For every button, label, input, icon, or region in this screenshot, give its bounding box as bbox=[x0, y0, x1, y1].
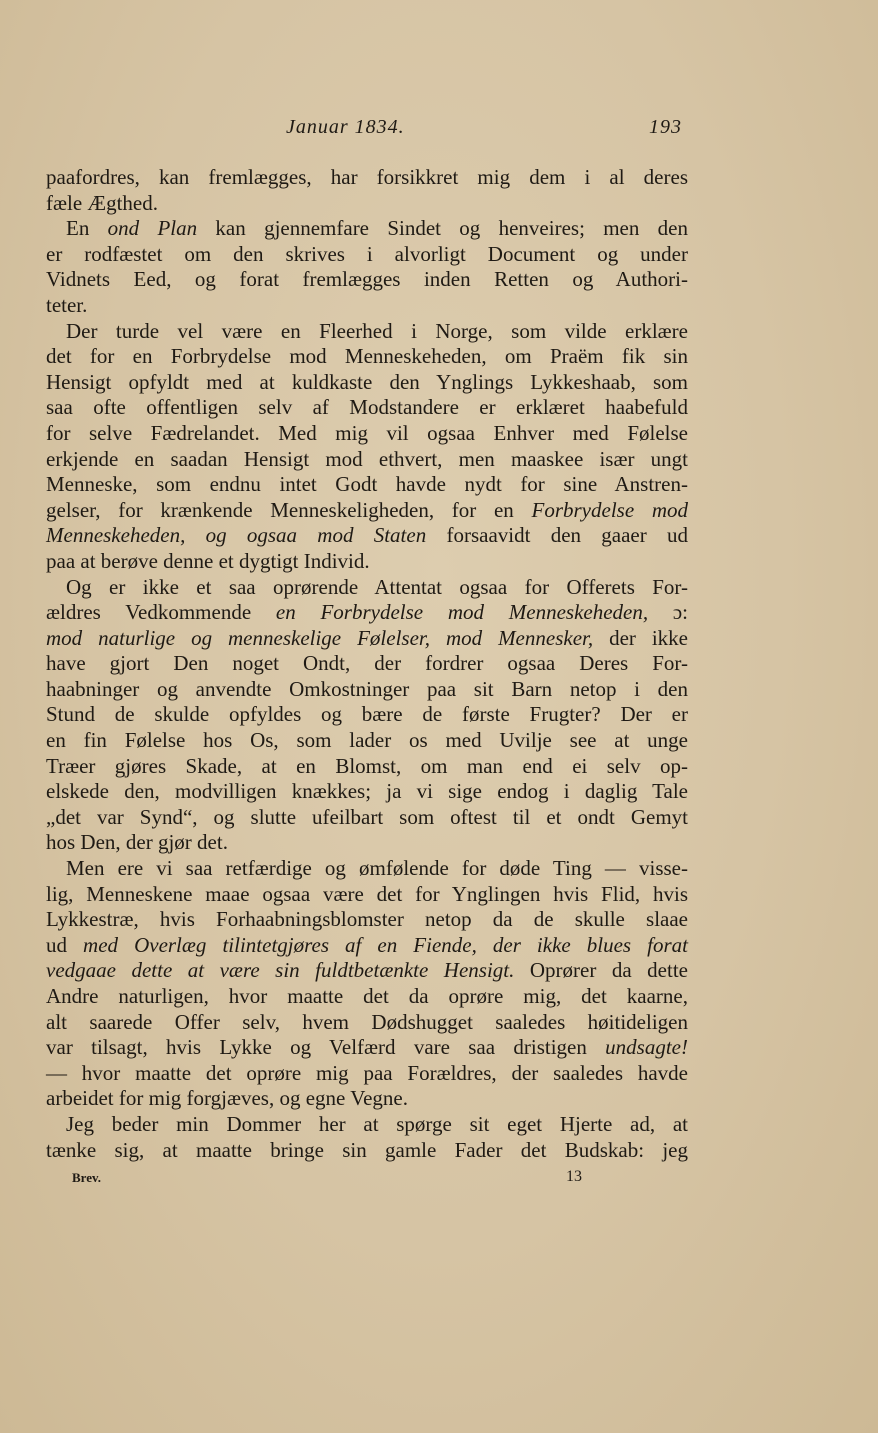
text-run: var tilsagt, hvis Lykke og Velfærd vare saa dristigen bbox=[46, 1035, 606, 1060]
page-number: 193 bbox=[649, 116, 682, 138]
emphasis: en Forbrydelse mod Menneskeheden, bbox=[275, 600, 649, 625]
text-run: ɔ: bbox=[648, 600, 689, 625]
text-line: en fin Følelse hos Os, som lader os med Uvilje see at unge bbox=[46, 728, 688, 753]
text-line: Men ere vi saa retfærdige og ømfølende for døde Ting — visse- bbox=[66, 856, 688, 881]
running-head: Januar 1834. bbox=[286, 116, 405, 138]
paragraph-4 bbox=[46, 575, 688, 857]
text-line bbox=[46, 216, 688, 242]
text-line: arbeidet for mig forgjæves, og egne Vegne. bbox=[46, 1086, 408, 1111]
text-line: Vidnets Eed, og forat fremlægges inden Retten og Authori- bbox=[46, 267, 688, 292]
text-line: det for en Forbrydelse mod Menneskeheden, om Praëm fik sin bbox=[46, 344, 688, 369]
page-header bbox=[46, 116, 688, 146]
emphasis: Menneskeheden, og ogsaa mod Staten bbox=[46, 523, 427, 548]
text-line: for selve Fædrelandet. Med mig vil ogsaa Enhver med Følelse bbox=[46, 420, 688, 445]
text-line: Menneske, som endnu intet Godt havde nydt for sine Anstren- bbox=[46, 472, 688, 497]
text-line bbox=[46, 498, 688, 524]
text-line bbox=[46, 600, 688, 626]
text-line: tænke sig, at maatte bringe sin gamle Fader det Budskab: jeg bbox=[46, 1137, 688, 1162]
text-line: haabninger og anvendte Omkostninger paa sit Barn netop i den bbox=[46, 676, 688, 701]
text-line bbox=[46, 523, 688, 549]
emphasis: Forbrydelse mod bbox=[531, 497, 688, 522]
text-run: ud bbox=[46, 932, 84, 957]
text-line: paa at berøve denne et dygtigt Individ. bbox=[46, 548, 370, 573]
emphasis: undsagte! bbox=[605, 1035, 688, 1060]
text-run: kan gjennemfare Sindet og henveires; men den bbox=[197, 216, 689, 241]
signature-mark: Brev. bbox=[72, 1170, 102, 1185]
text-line bbox=[46, 1035, 688, 1061]
paragraph-1 bbox=[46, 165, 688, 216]
text-line: Træer gjøres Skade, at en Blomst, om man end ei selv op- bbox=[46, 753, 688, 778]
paragraph-6 bbox=[46, 1112, 688, 1163]
text-line: paafordres, kan fremlægges, har forsikkret mig dem i al deres bbox=[46, 165, 688, 189]
text-line: fæle Ægthed. bbox=[46, 190, 158, 215]
text-line: er rodfæstet om den skrives i alvorligt Document og under bbox=[46, 241, 688, 266]
emphasis: vedgaae dette at være sin fuldtbetænkte Hensigt. bbox=[46, 958, 515, 983]
text-line: — hvor maatte det oprøre mig paa Forældres, der saaledes havde bbox=[46, 1060, 688, 1085]
text-line: teter. bbox=[46, 292, 88, 317]
emphasis: ond Plan bbox=[107, 216, 198, 241]
text-run: der ikke bbox=[593, 625, 688, 650]
text-line: Hensigt opfyldt med at kuldkaste den Ynglings Lykkeshaab, som bbox=[46, 369, 688, 394]
text-line: have gjort Den noget Ondt, der fordrer ogsaa Deres For- bbox=[46, 651, 688, 676]
text-line bbox=[46, 933, 688, 959]
text-line: saa ofte offentligen selv af Modstandere er erklæret haabefuld bbox=[46, 395, 688, 420]
sheet-number: 13 bbox=[566, 1168, 582, 1185]
page-footer bbox=[46, 1170, 688, 1190]
text-line: lig, Menneskene maae ogsaa være det for Ynglingen hvis Flid, hvis bbox=[46, 881, 688, 906]
paragraph-5 bbox=[46, 856, 688, 1112]
text-line: hos Den, der gjør det. bbox=[46, 830, 228, 855]
text-line: Der turde vel være en Fleerhed i Norge, som vilde erklære bbox=[66, 318, 688, 343]
text-run: En bbox=[66, 216, 108, 241]
text-line: Lykkestræ, hvis Forhaabningsblomster netop da de skulle slaae bbox=[46, 907, 688, 932]
emphasis: med Overlæg tilintetgjøres af en Fiende, der ikke blues forat bbox=[83, 932, 688, 957]
text-run: forsaavidt den gaaer ud bbox=[426, 523, 689, 548]
body-text bbox=[46, 165, 688, 1163]
emphasis: mod naturlige og menneskelige Følelser, mod Mennesker, bbox=[46, 625, 594, 650]
text-run: gelser, for krænkende Menneskeligheden, for en bbox=[46, 497, 532, 522]
text-line bbox=[46, 626, 688, 652]
text-line: „det var Synd“, og slutte ufeilbart som oftest til et ondt Gemyt bbox=[46, 804, 688, 829]
text-line: Andre naturligen, hvor maatte det da oprøre mig, det kaarne, bbox=[46, 984, 688, 1008]
text-line: Og er ikke et saa oprørende Attentat ogsaa for Offerets For- bbox=[66, 574, 688, 599]
paragraph-2 bbox=[46, 216, 688, 318]
text-line: erkjende en saadan Hensigt mod ethvert, men maaskee især ungt bbox=[46, 446, 688, 471]
paragraph-3 bbox=[46, 319, 688, 575]
text-line: Stund de skulde opfyldes og bære de første Frugter? Der er bbox=[46, 702, 688, 727]
text-line: elskede den, modvilligen knækkes; ja vi sige endog i daglig Tale bbox=[46, 779, 688, 804]
text-line bbox=[46, 958, 688, 984]
text-run: Oprører da dette bbox=[514, 958, 688, 983]
text-line: alt saarede Offer selv, hvem Dødshugget saaledes høitideligen bbox=[46, 1009, 688, 1034]
text-line: Jeg beder min Dommer her at spørge sit eget Hjerte ad, at bbox=[66, 1111, 688, 1136]
text-run: ældres Vedkommende bbox=[46, 600, 276, 625]
